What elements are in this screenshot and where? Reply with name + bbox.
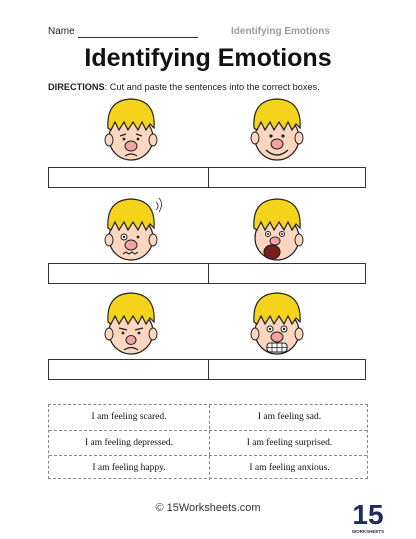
table-row xyxy=(49,405,367,430)
answer-row-divider xyxy=(208,264,209,283)
table-row xyxy=(49,455,367,480)
anxious-face-icon xyxy=(98,194,164,266)
15worksheets-logo-icon xyxy=(352,494,384,536)
sentence-card[interactable]: I am feeling depressed. xyxy=(84,438,174,448)
answer-row-1[interactable] xyxy=(48,167,366,188)
footer-copyright: © 15Worksheets.com xyxy=(155,502,261,514)
answer-row-divider xyxy=(208,168,209,187)
directions-label: DIRECTIONS xyxy=(48,82,105,92)
sentence-card[interactable]: I am feeling happy. xyxy=(92,463,166,473)
sentence-card[interactable]: I am feeling surprised. xyxy=(209,431,369,455)
answer-row-3[interactable] xyxy=(48,359,366,380)
surprised-face-icon xyxy=(244,194,310,266)
answer-row-divider xyxy=(208,360,209,379)
sentence-card[interactable]: I am feeling scared. xyxy=(91,412,167,422)
scared-face-icon xyxy=(244,288,310,360)
page-title: Identifying Emotions xyxy=(84,44,332,72)
logo-text: WORKSHEETS xyxy=(352,529,384,534)
directions xyxy=(48,82,378,92)
header-title: Identifying Emotions xyxy=(231,26,330,37)
header-row xyxy=(48,24,378,40)
logo-number: 15 xyxy=(352,499,384,530)
name-line[interactable] xyxy=(78,37,198,38)
depressed-face-icon xyxy=(98,288,164,360)
sentence-cutouts xyxy=(48,404,368,479)
sad-face-icon xyxy=(98,94,164,166)
name-label: Name xyxy=(48,26,75,37)
sentence-card[interactable]: I am feeling sad. xyxy=(209,405,369,429)
happy-face-icon xyxy=(244,94,310,166)
directions-text: : Cut and paste the sentences into the correct boxes. xyxy=(104,82,320,92)
table-row xyxy=(49,430,367,455)
answer-row-2[interactable] xyxy=(48,263,366,284)
sentence-card[interactable]: I am feeling anxious. xyxy=(209,456,369,480)
